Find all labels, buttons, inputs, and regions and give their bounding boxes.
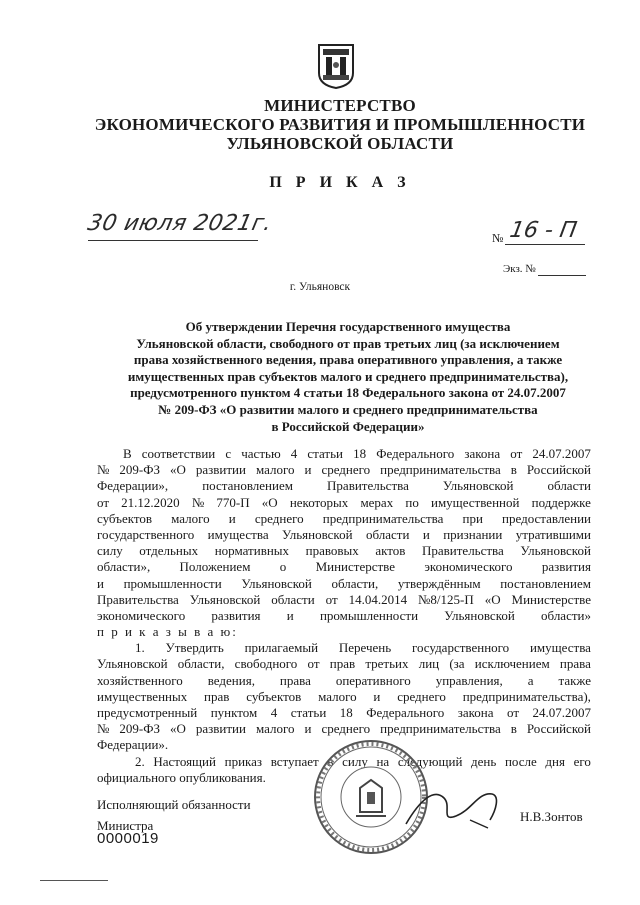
body-line [97,462,591,478]
body-word: области», [97,559,151,575]
body-line [97,576,591,592]
body-word: «О [170,462,186,478]
body-line: п р и к а з ы в а ю: [97,624,238,640]
body-word: 24.07.2007 [532,705,591,720]
body-word: свободного [234,656,298,672]
body-word: исключением [474,656,550,672]
body-word: силу [342,753,368,769]
body-word: мерах [360,494,394,510]
body-line [97,656,591,672]
body-word: также [558,672,591,688]
ministry-line: УЛЬЯНОВСКОЙ ОБЛАСТИ [226,134,454,153]
body-word: поддержке [531,494,591,510]
body-word: развития [541,559,591,575]
body-word: статьи [290,705,327,720]
body-word: актов [375,543,406,559]
body-word: нормативных [214,543,290,559]
body-word: 209-ФЗ [119,462,161,478]
body-word: от [307,656,320,672]
body-word: от [510,446,523,461]
body-word: при [462,510,483,526]
body-line [97,559,591,575]
body-word: Ульяновской [444,607,515,623]
order-title [98,319,598,435]
body-word: от [97,494,110,510]
body-word: предпринимательства [380,721,501,737]
body-word: а [527,672,534,688]
body-word: частью [241,446,281,461]
signer-role-line: Исполняющий обязанности [97,797,251,812]
body-word: управления, [435,672,503,688]
title-line: предусмотренного пунктом 4 статьи 18 Федерального закона от 24.07.2007 [130,385,566,401]
body-line [97,608,591,624]
body-word: его [573,753,591,769]
body-word: в [510,721,517,737]
body-word: № [97,721,110,737]
body-word: вступает [270,753,319,769]
body-word: 18 [353,446,367,461]
body-line [97,543,591,559]
body-word: следующий [397,753,463,769]
body-word: субъектов [246,688,302,704]
body-word: Российской [526,462,591,478]
date-underline [88,240,258,241]
body-word: лиц [418,656,440,672]
body-word: области [271,591,315,607]
body-word: 21.12.2020 [121,494,180,510]
body-word: области, [177,656,225,672]
body-word: малого [255,721,295,737]
body-word: и [286,607,294,623]
body-word: «О [170,721,186,737]
body-word: 209-ФЗ [119,721,161,737]
body-word: среднего [321,721,371,737]
body-word: в [327,753,334,769]
body-word: от [507,705,520,720]
body-word: среднего [254,510,304,526]
body-word: с [225,446,232,461]
body-word: 18 [339,705,353,720]
body-word: и [304,462,312,478]
body-line [97,721,591,737]
body-word: имущества [207,526,269,542]
body-word: утратившими [515,526,591,542]
body-line [97,495,591,511]
body-word: некоторых [289,494,349,510]
body-line [97,592,591,608]
body-word: по [405,494,419,510]
body-word: правовых [305,543,359,559]
body-word: Правительства [421,543,504,559]
title-line: права хозяйственного ведения, права оперативного управления, а также [133,352,563,368]
body-line: Федерации». [97,737,169,753]
body-word: Федерального [366,705,445,720]
body-word: день [471,753,497,769]
body-word: и [97,575,104,591]
title-line: № 209-ФЗ «О развитии малого и среднего предпринимательства [158,401,538,417]
city-line: г. Ульяновск [289,281,351,293]
body-line [97,705,591,721]
body-word: и [422,526,430,542]
body-word: предусмотренный [97,705,198,720]
body-word: Правительства [97,591,179,607]
body-word: силу [97,543,123,559]
body-word: (за [449,656,465,672]
handwritten-order-number: 16 - П [507,218,579,243]
body-word: и [373,688,381,704]
body-word: третьих [365,656,409,672]
body-word: имущества [529,640,591,656]
body-word: Ульяновской [282,526,353,542]
handwritten-date: 30 июля 2021г. [85,211,275,236]
body-word: области [547,478,591,494]
body-word: прав [204,688,230,704]
body-line [97,511,591,527]
body-word: развитии [195,721,246,737]
body-word: предпринимательства), [462,688,591,704]
body-word: оперативного [335,672,411,688]
title-line: имущественных прав субъектов малого и среднего предпринимательства), [127,368,569,384]
body-word: 1. [135,640,145,656]
handwritten-signature [400,780,520,836]
body-word: Правительства [327,478,409,494]
body-line [97,689,591,705]
body-word: 24.07.2007 [532,446,591,461]
body-word: №8/125-П [418,591,474,607]
document-type: П Р И К А З [269,174,411,191]
body-word: среднего [321,462,371,478]
body-word: после [504,753,537,769]
body-word: предоставлении [502,510,591,526]
body-word: 2. [135,753,145,769]
body-line: официального опубликования. [97,769,266,785]
body-word: предпринимательства [322,510,444,526]
body-word: отдельных [139,543,199,559]
order-body [97,446,591,786]
coat-of-arms-icon [317,43,355,89]
body-word: от [325,591,338,607]
body-word: малого [255,462,295,478]
body-word: утверждённым [397,575,481,591]
body-word: 770-П [216,494,250,510]
body-word: дня [545,753,565,769]
body-word: и [228,510,236,526]
body-line [97,673,591,689]
body-word: развитии [195,462,246,478]
body-word: имущественной [431,494,520,510]
order-number-label: № [492,231,504,245]
body-word: и [304,721,312,737]
body-word: малого [171,510,210,526]
body-word: прилагаемый [244,640,319,656]
signer-role-line: Министра [97,818,154,833]
body-word: «О [261,494,278,510]
body-word: Министерстве [315,559,396,575]
body-word: № [97,462,110,478]
body-word: права [559,656,591,672]
body-line [97,478,591,494]
body-word: Положением [179,559,251,575]
ministry-line: МИНИСТЕРСТВО [264,96,416,115]
body-word: области» [541,607,591,623]
ministry-line: ЭКОНОМИЧЕСКОГО РАЗВИТИЯ И ПРОМЫШЛЕННОСТИ [94,115,586,134]
body-line [97,527,591,543]
copy-number-underline [538,275,586,276]
body-word: области, [331,575,379,591]
body-word: Министерстве [511,591,591,607]
registration-number: 0000019 [97,830,159,847]
body-word: Ульяновской [442,478,514,494]
copy-number-label: Экз. № [503,263,536,275]
body-word: «О [484,591,501,607]
body-word: области [365,526,410,542]
number-underline [505,244,585,245]
body-word: закона [457,705,494,720]
body-word: постановлением [202,478,293,494]
body-word: признании [443,526,503,542]
body-word: № [191,494,205,510]
body-word: Настоящий [153,753,216,769]
body-word: Российской [526,721,591,737]
body-word: субъектов [97,510,153,526]
title-line: Ульяновской области, свободного от прав третьих лиц (за исключением [136,335,560,351]
body-word: в [510,462,517,478]
body-word: приказ [224,753,263,769]
body-word: Ульяновской [97,656,168,672]
body-word: статьи [307,446,343,461]
body-word: пунктом [210,705,258,720]
body-word: хозяйственного [97,672,183,688]
body-word: постановлением [500,575,591,591]
body-word: малого [318,688,357,704]
footer-divider [40,880,108,881]
body-word: Федерального [376,446,455,461]
body-word: экономического [424,559,513,575]
body-word: права [279,672,311,688]
body-word: прав [329,656,356,672]
body-word: развития [211,607,261,623]
body-word: экономического [97,607,186,623]
body-word: государственного [97,526,195,542]
body-line [97,640,591,656]
body-word: промышленности [123,575,222,591]
body-word: 4 [270,705,278,720]
body-word: соответствии [141,446,216,461]
body-word: на [376,753,390,769]
body-word: В [123,446,132,461]
body-word: среднего [397,688,446,704]
body-word: Утвердить [165,640,224,656]
title-line: Об утверждении Перечня государственного имущества [185,319,511,334]
body-word: государственного [411,640,510,656]
body-word: 14.04.2014 [348,591,408,607]
signer-name: Н.В.Зонтов [520,809,583,824]
body-word: Перечень [338,640,392,656]
body-word: имущественных [97,688,188,704]
body-word: 4 [290,446,298,461]
body-word: закона [464,446,501,461]
body-word: предпринимательства [380,462,501,478]
body-word: промышленности [319,607,419,623]
body-word: о [279,559,287,575]
ministry-name [60,96,620,153]
body-word: Ульяновской [520,543,591,559]
body-word: ведения, [207,672,255,688]
title-line: в Российской Федерации» [271,418,425,434]
body-word: Ульяновской [241,575,312,591]
body-word: Ульяновской [189,591,261,607]
body-line [97,446,591,462]
body-word: Федерации», [97,478,169,494]
